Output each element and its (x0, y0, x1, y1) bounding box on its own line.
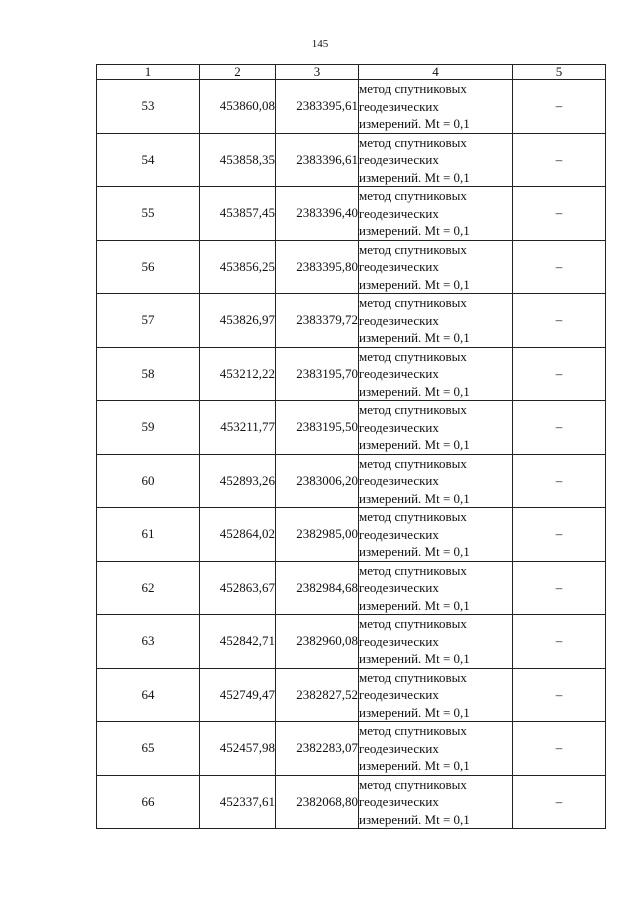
method-line-1: метод спутниковых (359, 348, 467, 364)
method-line-1: метод спутниковых (359, 402, 467, 417)
column-header-4: 4 (359, 65, 513, 80)
method-line-1: метод спутниковых (359, 188, 467, 203)
method-line-1: метод спутниковых (359, 241, 467, 257)
x-coordinate: 452864,02 (200, 508, 276, 562)
method-line-3: измерений. Mt = 0,1 (359, 490, 470, 506)
method-line-1: метод спутниковых (359, 616, 467, 631)
method-line-2: геодезических (359, 259, 439, 274)
point-number: 62 (97, 561, 200, 615)
note-cell: – (513, 240, 606, 294)
x-coordinate: 453858,35 (200, 133, 276, 187)
method-description (359, 722, 513, 776)
table-row (97, 775, 606, 829)
y-coordinate: 2383195,70 (276, 347, 359, 401)
y-coordinate: 2383395,61 (276, 80, 359, 134)
method-line-2: геодезических (359, 580, 439, 595)
coordinates-table (96, 64, 606, 829)
method-description (359, 347, 513, 401)
note-cell: – (513, 401, 606, 455)
method-line-3: измерений. Mt = 0,1 (359, 437, 470, 452)
method-line-3: измерений. Mt = 0,1 (359, 330, 470, 345)
x-coordinate: 452893,26 (200, 454, 276, 508)
method-line-2: геодезических (359, 205, 439, 221)
method-description (359, 454, 513, 508)
method-line-2: геодезических (359, 794, 439, 809)
x-coordinate: 453211,77 (200, 401, 276, 455)
note-cell: – (513, 775, 606, 829)
table-row (97, 347, 606, 401)
y-coordinate: 2382984,68 (276, 561, 359, 615)
method-line-2: геодезических (359, 740, 439, 756)
y-coordinate: 2383379,72 (276, 294, 359, 348)
method-line-1: метод спутниковых (359, 723, 467, 738)
method-line-3: измерений. Mt = 0,1 (359, 276, 470, 292)
note-cell: – (513, 454, 606, 508)
method-line-1: метод спутниковых (359, 455, 467, 471)
method-description (359, 240, 513, 294)
point-number: 54 (97, 133, 200, 187)
table-body (97, 80, 606, 829)
method-line-2: геодезических (359, 98, 439, 114)
note-cell: – (513, 615, 606, 669)
note-cell: – (513, 561, 606, 615)
table-row (97, 80, 606, 134)
method-description (359, 294, 513, 348)
table-row (97, 561, 606, 615)
note-cell: – (513, 722, 606, 776)
x-coordinate: 452842,71 (200, 615, 276, 669)
x-coordinate: 452749,47 (200, 668, 276, 722)
page-number: 145 (311, 38, 329, 50)
table-header (97, 65, 606, 80)
table-row (97, 508, 606, 562)
y-coordinate: 2382960,08 (276, 615, 359, 669)
note-cell: – (513, 668, 606, 722)
x-coordinate: 453856,25 (200, 240, 276, 294)
table-row (97, 668, 606, 722)
point-number: 61 (97, 508, 200, 562)
method-line-2: геодезических (359, 366, 439, 381)
table-row (97, 454, 606, 508)
y-coordinate: 2383195,50 (276, 401, 359, 455)
table-row (97, 615, 606, 669)
x-coordinate: 453857,45 (200, 187, 276, 241)
point-number: 60 (97, 454, 200, 508)
point-number: 64 (97, 668, 200, 722)
method-line-2: геодезических (359, 526, 439, 542)
x-coordinate: 452457,98 (200, 722, 276, 776)
point-number: 57 (97, 294, 200, 348)
table-row (97, 240, 606, 294)
method-line-2: геодезических (359, 473, 439, 488)
method-line-1: метод спутниковых (359, 295, 467, 310)
y-coordinate: 2382827,52 (276, 668, 359, 722)
method-line-2: геодезических (359, 687, 439, 702)
point-number: 63 (97, 615, 200, 669)
method-line-1: метод спутниковых (359, 776, 467, 792)
x-coordinate: 452337,61 (200, 775, 276, 829)
method-line-3: измерений. Mt = 0,1 (359, 544, 470, 559)
x-coordinate: 453826,97 (200, 294, 276, 348)
method-description (359, 133, 513, 187)
header-row (97, 65, 606, 80)
method-description (359, 80, 513, 134)
column-header-3: 3 (276, 65, 359, 80)
method-line-2: геодезических (359, 312, 439, 328)
y-coordinate: 2383006,20 (276, 454, 359, 508)
note-cell: – (513, 508, 606, 562)
y-coordinate: 2382068,80 (276, 775, 359, 829)
x-coordinate: 453212,22 (200, 347, 276, 401)
note-cell: – (513, 347, 606, 401)
method-line-3: измерений. Mt = 0,1 (359, 704, 470, 720)
note-cell: – (513, 133, 606, 187)
method-description (359, 615, 513, 669)
table-row (97, 294, 606, 348)
point-number: 56 (97, 240, 200, 294)
method-line-1: метод спутниковых (359, 562, 467, 578)
y-coordinate: 2383395,80 (276, 240, 359, 294)
method-line-3: измерений. Mt = 0,1 (359, 116, 470, 131)
note-cell: – (513, 80, 606, 134)
point-number: 58 (97, 347, 200, 401)
point-number: 65 (97, 722, 200, 776)
point-number: 66 (97, 775, 200, 829)
method-description (359, 668, 513, 722)
table-row (97, 722, 606, 776)
y-coordinate: 2383396,40 (276, 187, 359, 241)
point-number: 53 (97, 80, 200, 134)
method-line-3: измерений. Mt = 0,1 (359, 597, 470, 613)
method-line-1: метод спутниковых (359, 134, 467, 150)
table-row (97, 133, 606, 187)
note-cell: – (513, 187, 606, 241)
method-description (359, 775, 513, 829)
method-line-1: метод спутниковых (359, 81, 467, 96)
y-coordinate: 2383396,61 (276, 133, 359, 187)
method-line-2: геодезических (359, 633, 439, 649)
method-description (359, 401, 513, 455)
column-header-2: 2 (200, 65, 276, 80)
method-line-2: геодезических (359, 152, 439, 167)
method-description (359, 561, 513, 615)
method-line-1: метод спутниковых (359, 669, 467, 685)
method-line-3: измерений. Mt = 0,1 (359, 651, 470, 666)
table-row (97, 401, 606, 455)
method-line-3: измерений. Mt = 0,1 (359, 811, 470, 827)
y-coordinate: 2382283,07 (276, 722, 359, 776)
method-line-1: метод спутниковых (359, 509, 467, 524)
y-coordinate: 2382985,00 (276, 508, 359, 562)
column-header-1: 1 (97, 65, 200, 80)
note-cell: – (513, 294, 606, 348)
method-line-3: измерений. Mt = 0,1 (359, 758, 470, 773)
point-number: 55 (97, 187, 200, 241)
method-line-3: измерений. Mt = 0,1 (359, 169, 470, 185)
column-header-5: 5 (513, 65, 606, 80)
table-row (97, 187, 606, 241)
method-description (359, 508, 513, 562)
method-line-3: измерений. Mt = 0,1 (359, 383, 470, 399)
x-coordinate: 452863,67 (200, 561, 276, 615)
method-description (359, 187, 513, 241)
point-number: 59 (97, 401, 200, 455)
method-line-3: измерений. Mt = 0,1 (359, 223, 470, 238)
x-coordinate: 453860,08 (200, 80, 276, 134)
method-line-2: геодезических (359, 419, 439, 435)
